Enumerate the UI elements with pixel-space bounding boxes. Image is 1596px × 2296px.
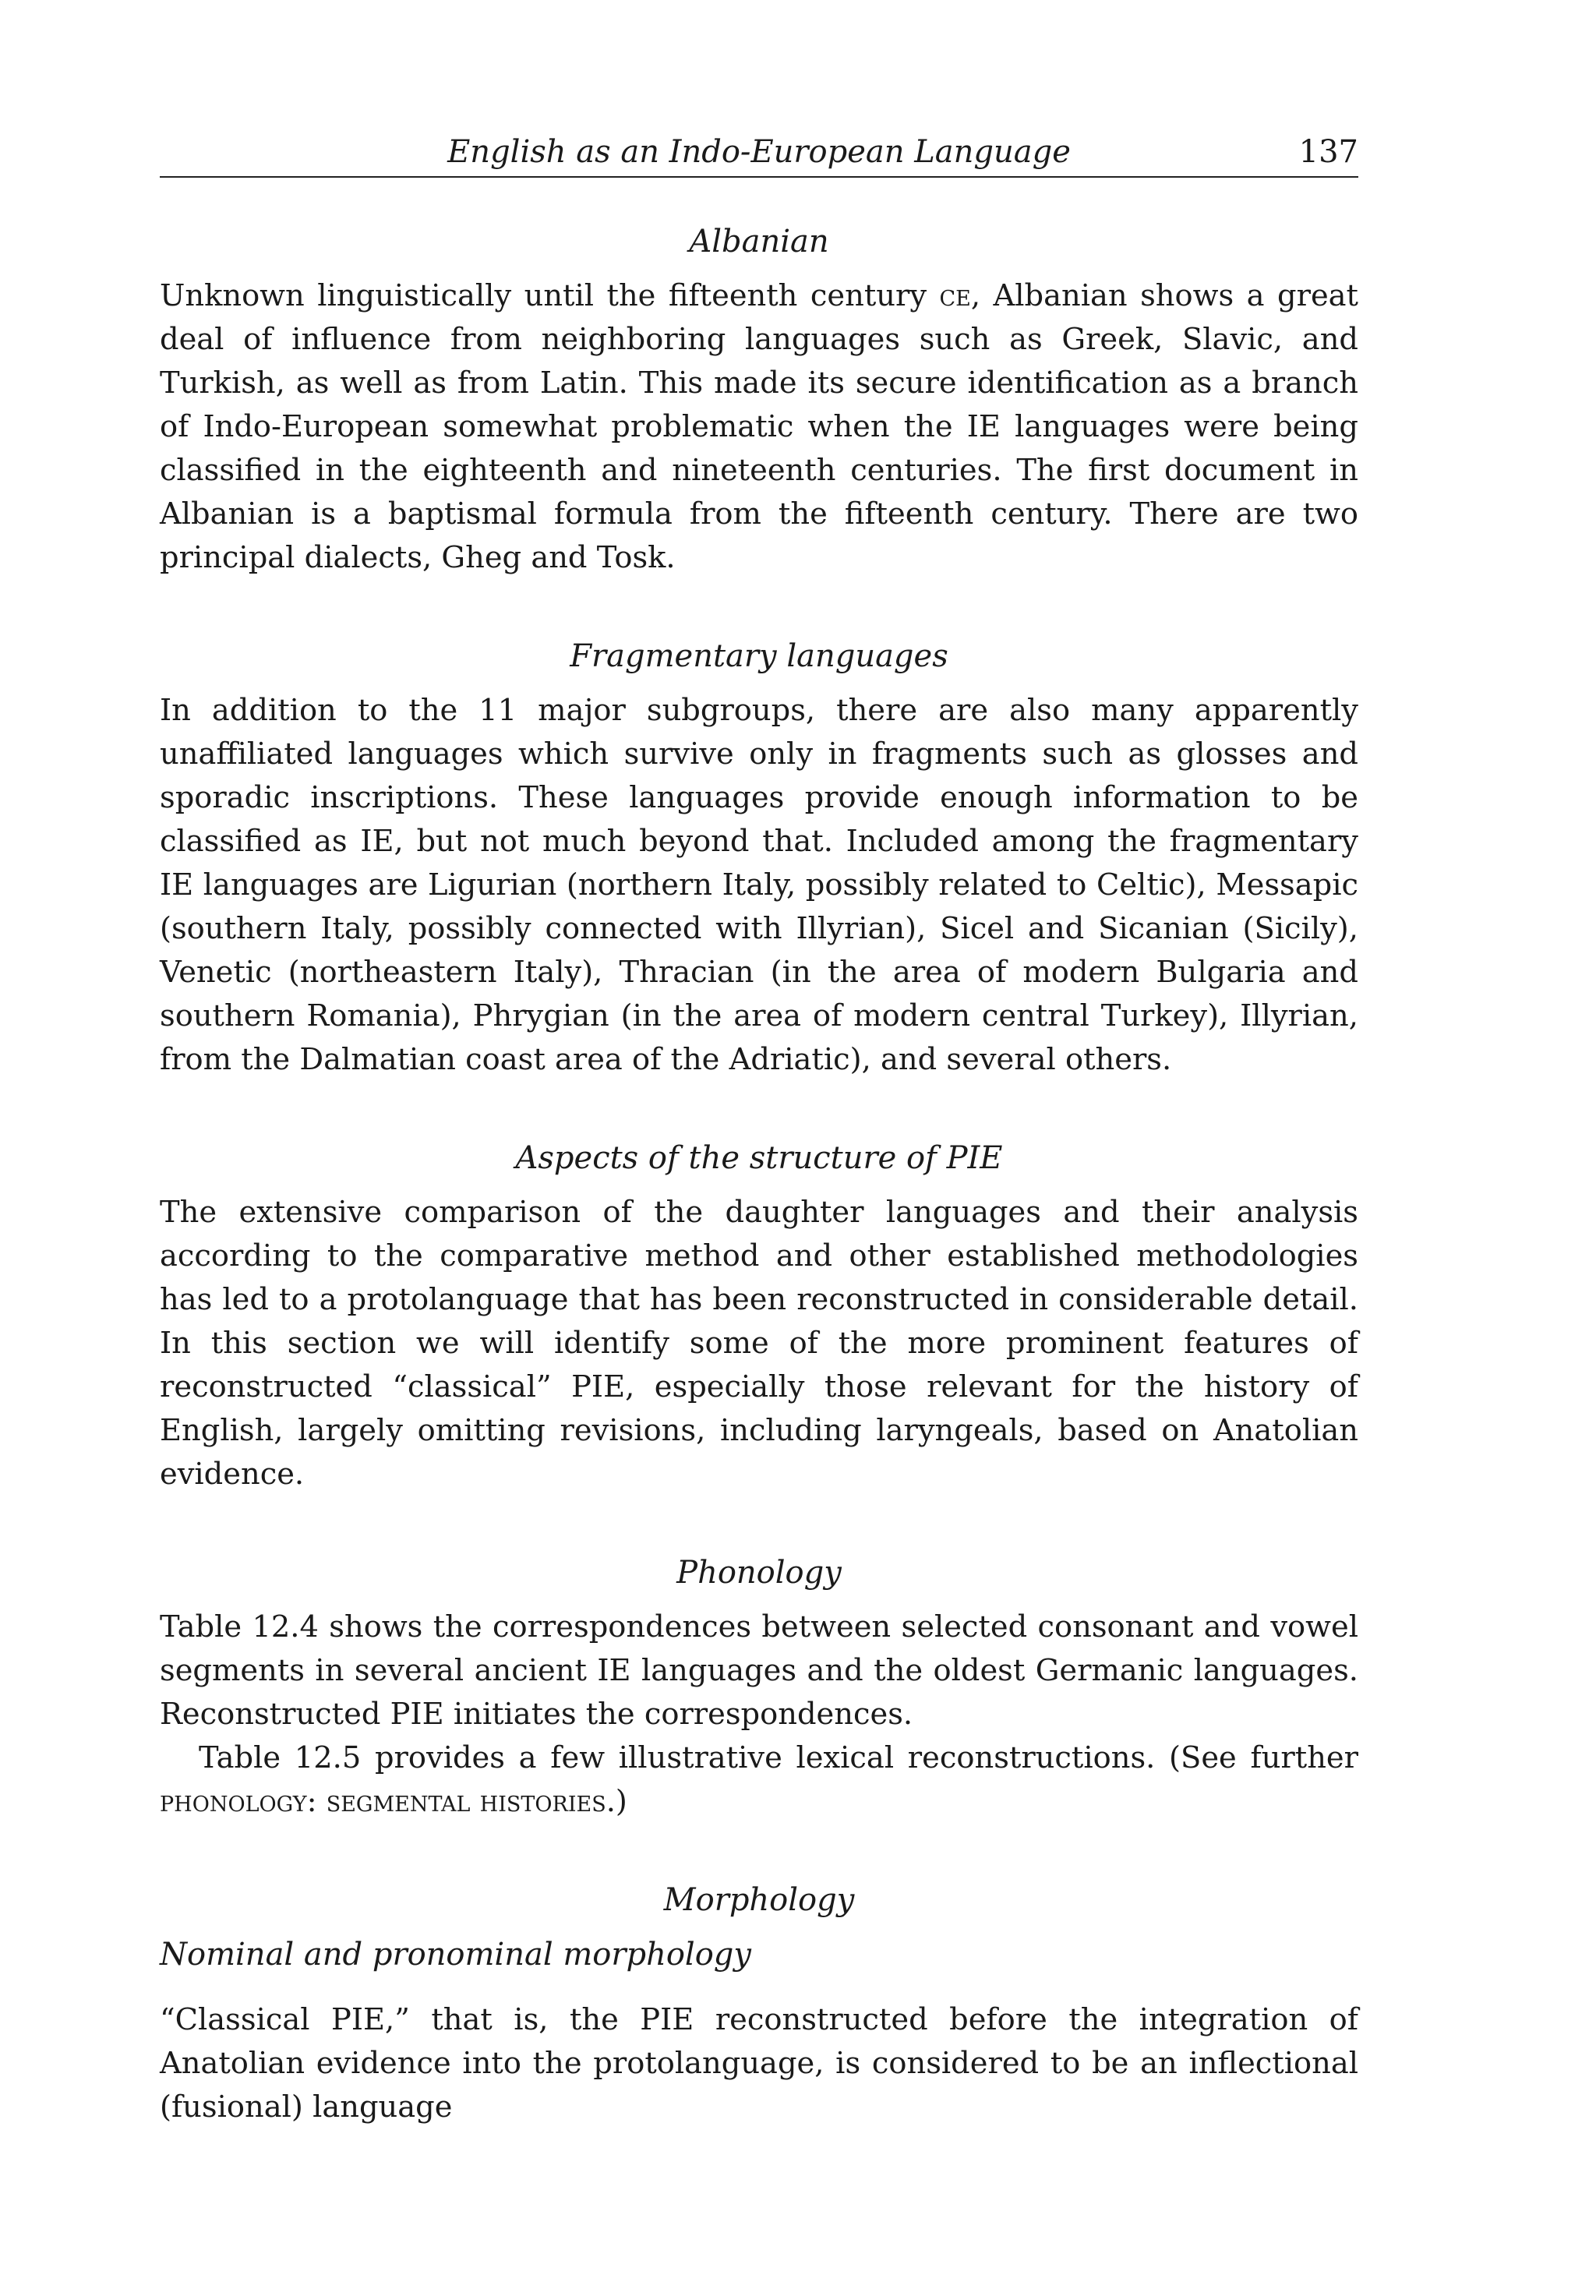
cross-reference-link[interactable]: phonology: segmental histories: [160, 1784, 606, 1819]
subheading-nominal-morphology: Nominal and pronominal morphology: [160, 1937, 752, 1973]
paragraph-albanian: [160, 274, 1358, 580]
heading-morphology: Morphology: [663, 1882, 855, 1918]
paragraph-phonology-1: Table 12.4 shows the correspondences between selected consonant and vowel segments in several ancient IE languages and the oldest Germanic languages. Reconstructed PIE initiates the correspondences.: [160, 1609, 1358, 1732]
phonology-text-a: Table 12.5 provides a few illustrative lexical reconstructions. (See further: [199, 1740, 1358, 1775]
paragraph-phonology-2: [160, 1736, 1358, 1824]
heading-aspects-pie: Aspects of the structure of PIE: [515, 1140, 1003, 1176]
paragraph-morphology: “Classical PIE,” that is, the PIE reconstructed before the integration of Anatolian evidence into the protolanguage, is considered to be an inflectional (fusional) language: [160, 2002, 1358, 2125]
phonology-text-b: .): [606, 1784, 627, 1819]
running-head: [160, 125, 1358, 178]
era-ce: ce: [939, 278, 971, 313]
heading-phonology: Phonology: [676, 1555, 842, 1591]
page-number: 137: [1298, 134, 1358, 170]
heading-albanian: Albanian: [689, 224, 829, 260]
heading-fragmentary-languages: Fragmentary languages: [570, 638, 948, 674]
running-title: English as an Indo-European Language: [447, 134, 1071, 170]
paragraph-aspects: The extensive comparison of the daughter languages and their analysis according to the comparative method and other established methodologies has led to a protolanguage that has been reconstructed in considerable detail. In this section we will identify some of the more prominent features of reconstructed “classical” PIE, especially those relevant for the history of English, largely omitting revisions, including laryngeals, based on Anatolian evidence.: [160, 1195, 1358, 1492]
albanian-text-a: Unknown linguistically until the fifteenth century: [160, 278, 940, 313]
paragraph-fragmentary: In addition to the 11 major subgroups, there are also many apparently unaffiliated languages which survive only in fragments such as glosses and sporadic inscriptions. These languages provide enough information to be classified as IE, but not much beyond that. Included among the fragmentary IE languages are Ligurian (northern Italy, possibly related to Celtic), Messapic (southern Italy, possibly connected with Illyrian), Sicel and Sicanian (Sicily), Venetic (northeastern Italy), Thracian (in the area of modern Bulgaria and southern Romania), Phrygian (in the area of modern central Turkey), Illyrian, from the Dalmatian coast area of the Adriatic), and several others.: [160, 693, 1358, 1077]
page: [160, 125, 1358, 2129]
albanian-text-b: , Albanian shows a great deal of influence from neighboring languages such as Greek, Slavic, and Turkish, as well as from Latin. This made its secure identification as a branch of Indo-European somewhat problematic when the IE languages were being classified in the eighteenth and nineteenth centuries. The first document in Albanian is a baptismal formula from the fifteenth century. There are two principal dialects, Gheg and Tosk.: [160, 278, 1358, 575]
